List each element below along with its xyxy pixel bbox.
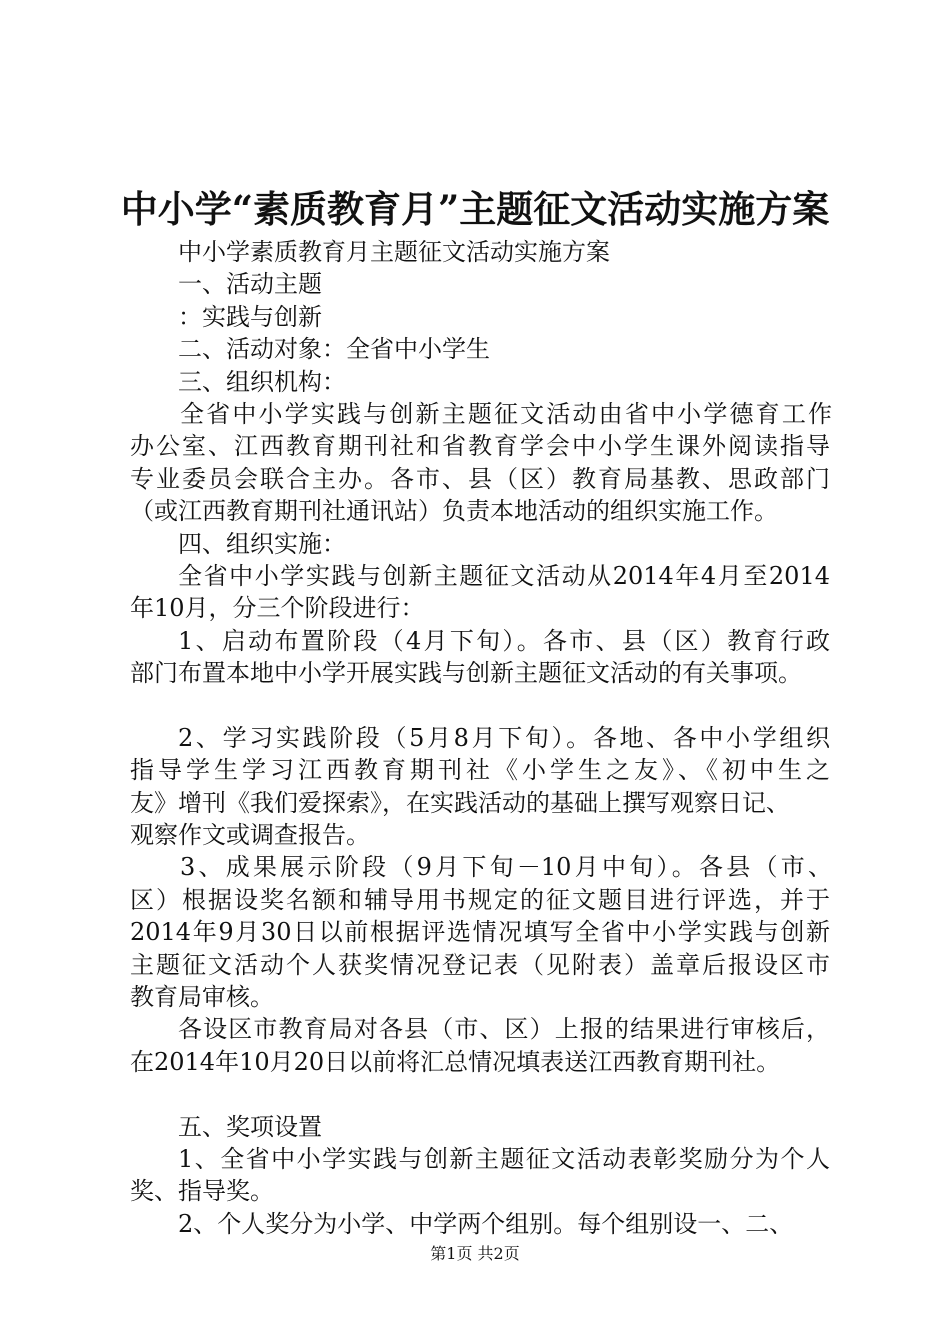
paragraph-line: （或江西教育期刊社通讯站）负责本地活动的组织实施工作。 <box>130 497 778 526</box>
section-heading: 四、组织实施： <box>178 529 346 558</box>
paragraph-line: 各设区市教育局对各县（市、区）上报的结果进行审核后， <box>178 1015 830 1044</box>
blank-line <box>130 1078 830 1110</box>
paragraph-line: 观察作文或调查报告。 <box>130 821 370 850</box>
paragraph-line: 在2014年10月20日以前将汇总情况填表送江西教育期刊社。 <box>130 1047 781 1076</box>
paragraph-line: 奖、指导奖。 <box>130 1177 274 1206</box>
paragraph-line: 友》增刊《我们爱探索》，在实践活动的基础上撰写观察日记、 <box>130 788 790 817</box>
text-line: ：实践与创新 <box>178 302 322 331</box>
section-heading: 五、奖项设置 <box>178 1112 322 1141</box>
paragraph-line: 教育局审核。 <box>130 982 274 1011</box>
paragraph-line: 区）根据设奖名额和辅导用书规定的征文题目进行评选，并于 <box>130 885 830 914</box>
paragraph-line: 全省中小学实践与创新主题征文活动从2014年4月至2014 <box>178 561 830 590</box>
blank-line <box>130 689 830 721</box>
paragraph-line: 全省中小学实践与创新主题征文活动由省中小学德育工作 <box>180 399 832 428</box>
paragraph-line: 主题征文活动个人获奖情况登记表（见附表）盖章后报设区市 <box>130 950 830 979</box>
paragraph-line: 办公室、江西教育期刊社和省教育学会中小学生课外阅读指导 <box>130 432 830 461</box>
paragraph-line: 1、启动布置阶段（4月下旬）。各市、县（区）教育行政 <box>178 626 830 655</box>
section-heading: 一、活动主题 <box>178 270 322 299</box>
paragraph-line: 2014年9月30日以前根据评选情况填写全省中小学实践与创新 <box>130 918 830 947</box>
paragraph-line: 1、全省中小学实践与创新主题征文活动表彰奖励分为个人 <box>178 1144 830 1173</box>
subtitle-line: 中小学素质教育月主题征文活动实施方案 <box>178 238 610 266</box>
document-title: 中小学“素质教育月”主题征文活动实施方案 <box>120 187 830 231</box>
paragraph-line: 3、成果展示阶段（9月下旬－10月中旬）。各县（市、 <box>180 853 832 882</box>
paragraph-line: 部门布置本地中小学开展实践与创新主题征文活动的有关事项。 <box>130 659 802 688</box>
section-heading: 三、组织机构： <box>178 367 346 396</box>
paragraph-line: 2、个人奖分为小学、中学两个组别。每个组别设一、二、 <box>178 1209 794 1238</box>
section-heading: 二、活动对象：全省中小学生 <box>178 335 490 364</box>
page-footer: 第1页 共2页 <box>430 1244 520 1263</box>
paragraph-line: 指导学生学习江西教育期刊社《小学生之友》、《初中生之 <box>130 756 830 785</box>
document-body <box>130 236 830 1240</box>
paragraph-line: 专业委员会联合主办。各市、县（区）教育局基教、思政部门 <box>130 464 830 493</box>
paragraph-line: 年10月，分三个阶段进行： <box>130 594 425 623</box>
paragraph-line: 2、学习实践阶段（5月8月下旬）。各地、各中小学组织 <box>178 723 830 752</box>
